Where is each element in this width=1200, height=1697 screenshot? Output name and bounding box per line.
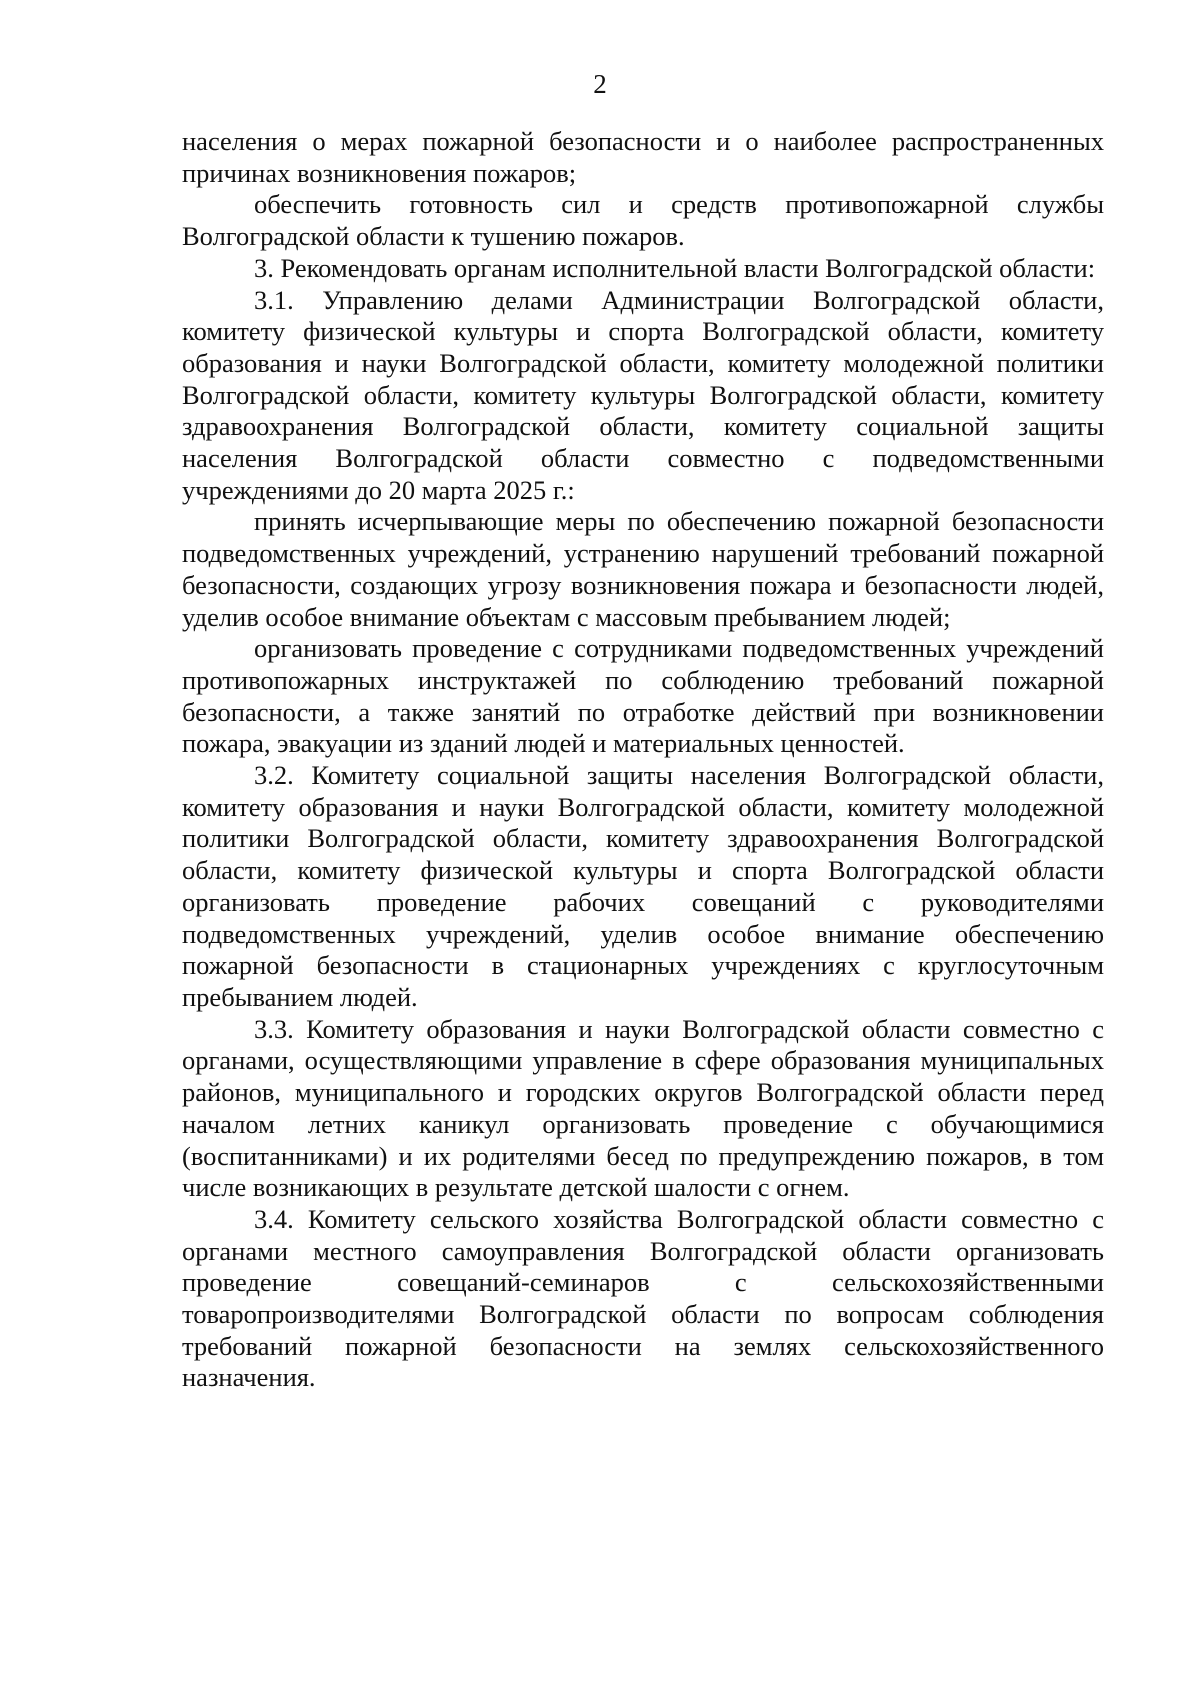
paragraph-3: 3. Рекомендовать органам исполнительной власти Волгоградской области: bbox=[254, 252, 1096, 283]
paragraph-9: 3.4. Комитету сельского хозяйства Волгоградской области совместно с органами местного самоуправления Волгоградской области организовать проведение совещаний-семинаров с сельскохозяйственными товаропроизводителями Волгоградской области по вопросам соблюдения требований пожарной безопасности на землях сельскохозяйственного назначения. bbox=[182, 1203, 1104, 1393]
paragraph-1: населения о мерах пожарной безопасности и о наиболее распространенных причинах возникновения пожаров; bbox=[182, 126, 1104, 188]
paragraph-2: обеспечить готовность сил и средств противопожарной службы Волгоградской области к тушению пожаров. bbox=[182, 189, 1104, 252]
document-body bbox=[182, 126, 1104, 1394]
page-number: 2 bbox=[593, 69, 607, 99]
paragraph-7: 3.2. Комитету социальной защиты населения Волгоградской области, комитету образования и науки Волгоградской области, комитету молодежной политики Волгоградской области, комитету здравоохранения Волгоградской области, комитету физической культуры и спорта Волгоградской области организовать проведение рабочих совещаний с руководителями подведомственных учреждений, уделив особое внимание обеспечению пожарной безопасности в стационарных учреждениях с круглосуточным пребыванием людей. bbox=[182, 760, 1104, 1012]
paragraph-5: принять исчерпывающие меры по обеспечению пожарной безопасности подведомственных учреждений, устранению нарушений требований пожарной безопасности, создающих угрозу возникновения пожара и безопасности людей, уделив особое внимание объектам с массовым пребыванием людей; bbox=[182, 506, 1104, 632]
paragraph-4: 3.1. Управлению делами Администрации Волгоградской области, комитету физической культуры и спорта Волгоградской области, комитету образования и науки Волгоградской области, комитету молодежной политики Волгоградской области, комитету культуры Волгоградской области, комитету здравоохранения Волгоградской области, комитету социальной защиты населения Волгоградской области совместно с подведомственными учреждениями до 20 марта 2025 г.: bbox=[182, 284, 1104, 505]
paragraph-6: организовать проведение с сотрудниками подведомственных учреждений противопожарных инструктажей по соблюдению требований пожарной безопасности, а также занятий по отработке действий при возникновении пожара, эвакуации из зданий людей и материальных ценностей. bbox=[182, 633, 1104, 759]
paragraph-8: 3.3. Комитету образования и науки Волгоградской области совместно с органами, осуществляющими управление в сфере образования муниципальных районов, муниципального и городских округов Волгоградской области перед началом летних каникул организовать проведение с обучающимися (воспитанниками) и их родителями бесед по предупреждению пожаров, в том числе возникающих в результате детской шалости с огнем. bbox=[182, 1013, 1104, 1203]
